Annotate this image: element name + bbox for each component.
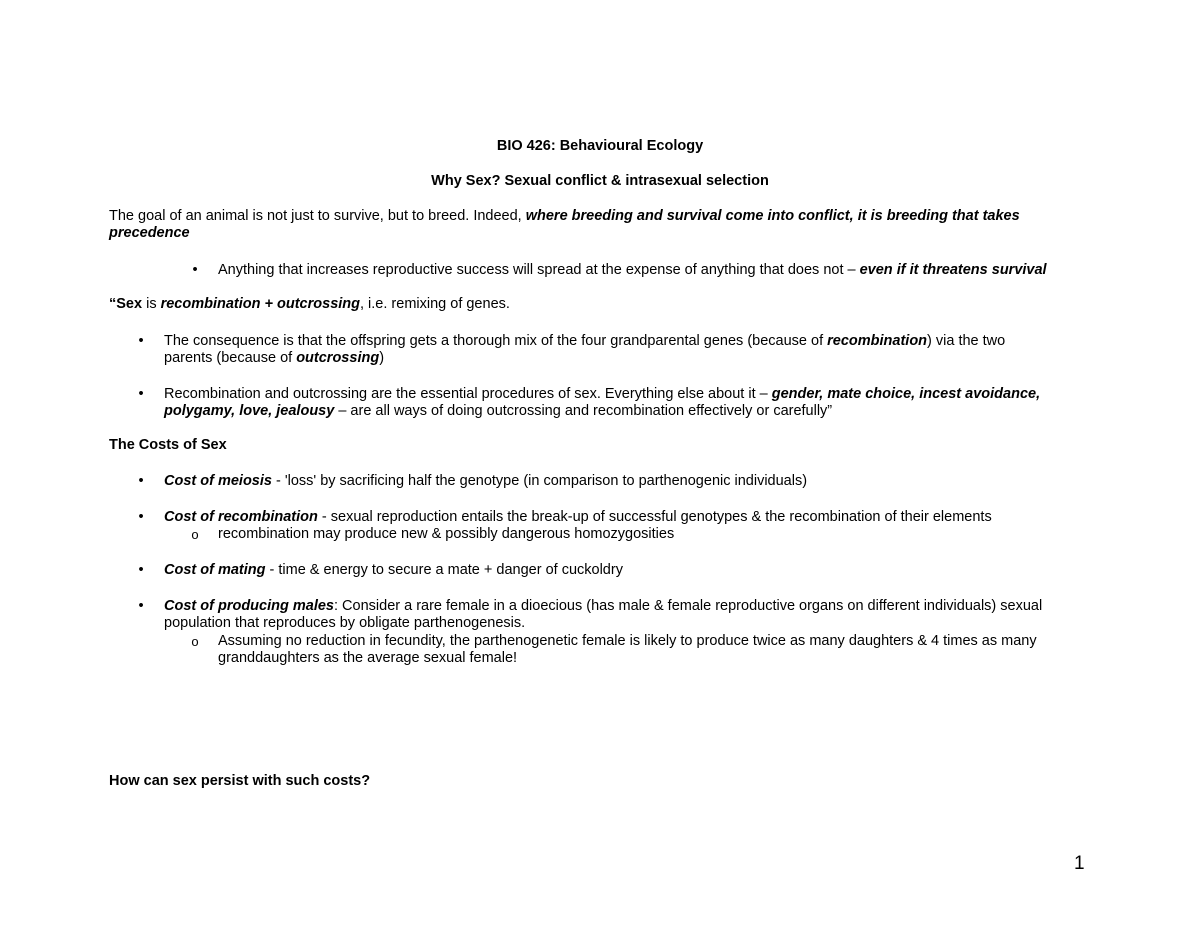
bullet-icon: •: [138, 333, 144, 349]
intro-paragraph: The goal of an animal is not just to survive, but to breed. Indeed, where breeding and survival come into conflict, it is breeding that takes precedence: [109, 208, 1020, 241]
course-title: BIO 426: Behavioural Ecology: [496, 138, 704, 154]
cost-males-item: Cost of producing males: Consider a rare female in a dioecious (has male & female reproductive organs on different individuals) sexual population that reproduces by obligate parthenogenesis.: [164, 598, 1043, 631]
cost-recombination-sub: recombination may produce new & possibly dangerous homozygosities: [218, 526, 675, 542]
bullet-icon: •: [192, 262, 198, 278]
costs-heading: The Costs of Sex: [109, 437, 227, 453]
bullet-icon: •: [138, 509, 144, 525]
page-number: 1: [1074, 853, 1085, 874]
consequence-bullet: The consequence is that the offspring gets a thorough mix of the four grandparental genes (because of recombination) via the two parents (because of outcrossing): [164, 333, 1006, 366]
bullet-icon: •: [138, 386, 144, 402]
cost-recombination-item: Cost of recombination - sexual reproduction entails the break-up of successful genotypes & the recombination of their elements: [164, 509, 992, 525]
sub-bullet-icon: o: [191, 634, 199, 649]
closing-question: How can sex persist with such costs?: [109, 773, 371, 789]
lecture-subtitle: Why Sex? Sexual conflict & intrasexual selection: [431, 173, 769, 189]
sub-bullet-icon: o: [191, 527, 199, 542]
cost-males-sub: Assuming no reduction in fecundity, the parthenogenetic female is likely to produce twice as many daughters & 4 times as many granddaughters as the average sexual female!: [218, 633, 1037, 666]
cost-mating-item: Cost of mating - time & energy to secure a mate + danger of cuckoldry: [164, 562, 623, 578]
bullet-icon: •: [138, 473, 144, 489]
cost-meiosis-item: Cost of meiosis - 'loss' by sacrificing half the genotype (in comparison to parthenogenic individuals): [164, 473, 808, 489]
sex-definition-quote: “Sex is recombination + outcrossing, i.e. remixing of genes.: [109, 296, 510, 312]
recombination-bullet: Recombination and outcrossing are the essential procedures of sex. Everything else about it – gender, mate choice, incest avoidance, polygamy, love, jealousy – are all ways of doing outcrossing and recombination effectively or carefully”: [164, 386, 1041, 419]
bullet-icon: •: [138, 562, 144, 578]
bullet-icon: •: [138, 598, 144, 614]
survival-bullet: Anything that increases reproductive success will spread at the expense of anything that does not – even if it threatens survival: [218, 262, 1047, 278]
